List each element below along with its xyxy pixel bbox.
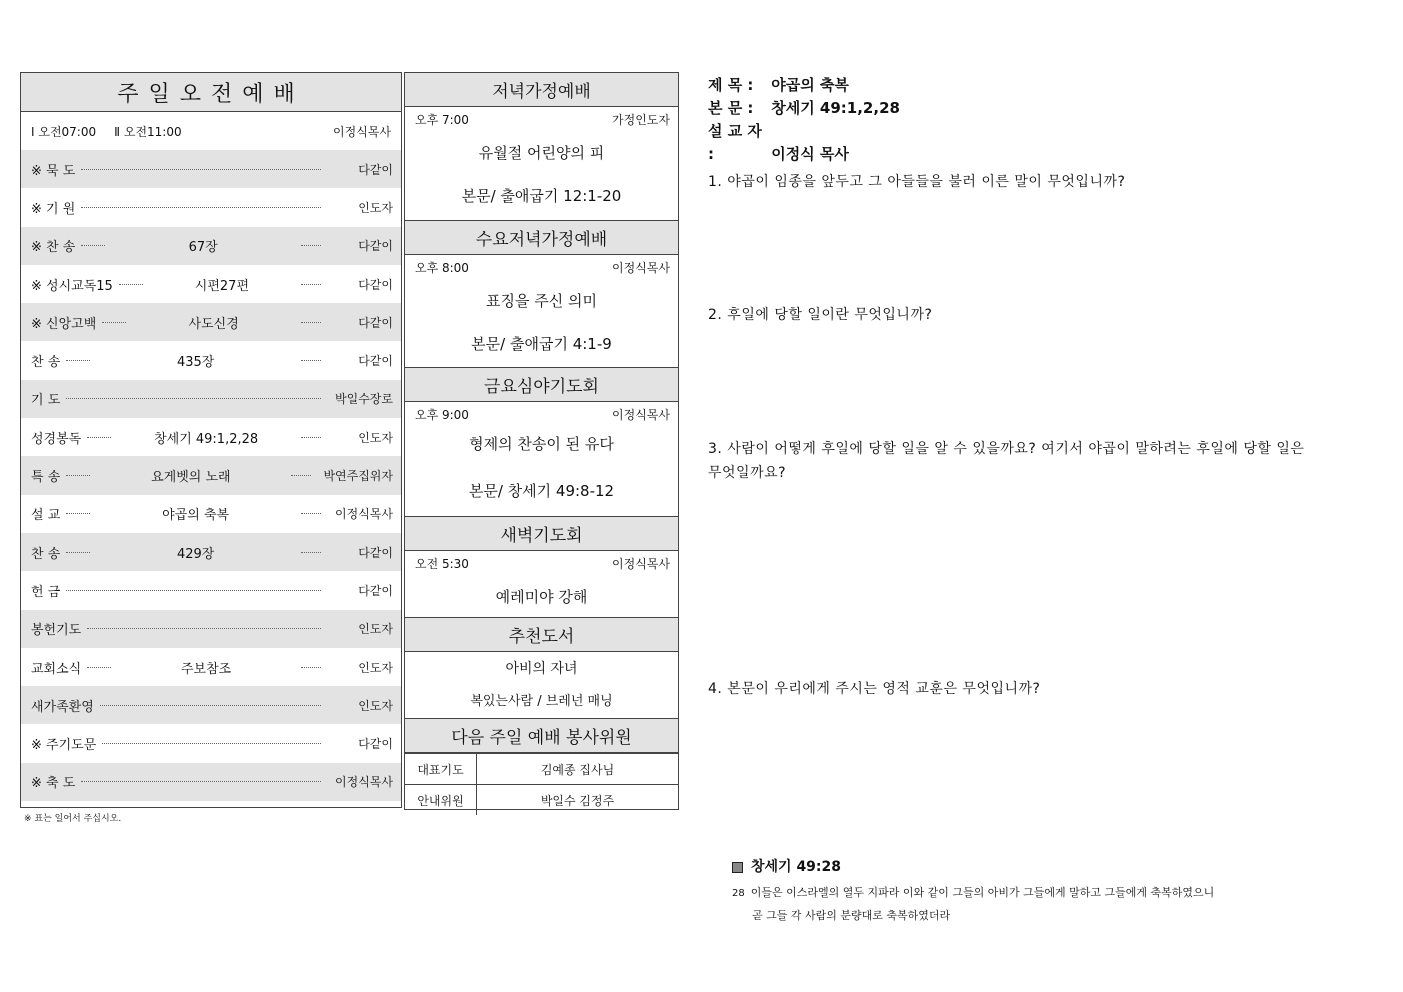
order-item-label: ※ 찬 송: [31, 240, 76, 256]
sermon-info: [708, 74, 1368, 166]
table-row: [405, 785, 678, 816]
order-item-leader: 박연주집위자: [323, 469, 393, 484]
dot-leader: [301, 513, 321, 514]
order-item-leader: 다같이: [358, 737, 393, 752]
section-heading: 추천도서: [405, 618, 678, 652]
order-item-leader: 이정식목사: [335, 507, 393, 522]
order-item-label: 기 도: [31, 393, 61, 409]
section-heading: 금요심야기도회: [405, 368, 678, 402]
sermon-title-key: 제 목 :: [708, 76, 754, 94]
order-item-label: 새가족환영: [31, 699, 94, 715]
verse-number: 28: [732, 888, 745, 899]
server-role: 대표기도: [405, 754, 477, 785]
sermon-title: 야곱의 축복: [771, 76, 849, 94]
question-2: 2. 후일에 당할 일이란 무엇입니까?: [708, 307, 933, 323]
order-row: [21, 188, 401, 226]
order-item-detail: 요게벳의 노래: [151, 470, 231, 486]
dot-leader: [119, 284, 143, 285]
book-title: 아비의 자녀: [505, 661, 578, 677]
sermon-preacher: 이정식 목사: [771, 145, 849, 163]
meeting-leader: 이정식목사: [612, 557, 670, 571]
dot-leader: [66, 398, 321, 399]
order-row: [21, 648, 401, 686]
meeting-leader: 가정인도자: [612, 113, 670, 127]
meeting-topic: 형제의 찬송이 된 유다: [469, 435, 614, 453]
order-item-detail: 주보참조: [181, 661, 232, 677]
order-item-leader: 인도자: [358, 200, 393, 215]
service-time-first: Ⅰ 오전07:00: [31, 124, 97, 139]
order-item-label: ※ 기 원: [31, 201, 76, 217]
dot-leader: [81, 245, 105, 246]
section-heading: 다음 주일 예배 봉사위원: [405, 719, 678, 753]
order-row: [21, 150, 401, 188]
dot-leader: [301, 322, 321, 323]
server-names: 김예종 집사님: [477, 754, 679, 785]
verse-line-1: 이들은 이스라엘의 열두 지파라 이와 같이 그들의 아비가 그들에게 말하고 그들에게 축복하였으니: [750, 886, 1215, 899]
section-heading: 새벽기도회: [405, 517, 678, 551]
order-row: [21, 533, 401, 571]
servers-table: [405, 753, 678, 815]
order-item-leader: 인도자: [358, 430, 393, 445]
weekly-meetings: [404, 72, 679, 810]
order-item-label: ※ 신앙고백: [31, 316, 97, 332]
meeting-topic: 유월절 어린양의 피: [478, 144, 605, 162]
order-row: [21, 341, 401, 379]
service-times: [21, 112, 401, 150]
sermon-text-key: 본 문 :: [708, 99, 754, 117]
question-4: 4. 본문이 우리에게 주시는 영적 교훈은 무엇입니까?: [708, 681, 1041, 697]
recommended-book: [405, 618, 678, 719]
sermon-preacher-key: 설 교 자 :: [708, 122, 762, 163]
order-item-label: 특 송: [31, 470, 61, 486]
scripture-passage: [732, 856, 1332, 927]
dot-leader: [301, 437, 321, 438]
order-row: [21, 227, 401, 265]
order-item-leader: 인도자: [358, 698, 393, 713]
order-item-label: 찬 송: [31, 355, 61, 371]
meeting-topic: 표징을 주신 의미: [486, 292, 597, 310]
standing-note: ※ 표는 일어서 주십시오.: [24, 814, 122, 824]
sermon-preacher-line: [708, 120, 1368, 166]
meeting-scripture: 본문/ 창세기 49:8-12: [468, 482, 615, 500]
book-publisher-author: 복있는사람 / 브레넌 매닝: [470, 694, 613, 709]
dot-leader: [301, 284, 321, 285]
order-item-detail: 창세기 49:1,2,28: [154, 431, 259, 447]
order-item-leader: 인도자: [358, 622, 393, 637]
section-heading: 수요저녁가정예배: [405, 221, 678, 255]
order-item-leader: 다같이: [358, 162, 393, 177]
order-item-leader: 다같이: [358, 239, 393, 254]
order-row: [21, 571, 401, 609]
verse-reference: 창세기 49:28: [751, 859, 842, 875]
evening-family-worship: [405, 73, 678, 221]
order-item-label: 헌 금: [31, 584, 61, 600]
order-item-leader: 다같이: [358, 354, 393, 369]
meeting-time: 오후 7:00: [415, 113, 469, 127]
order-row: [21, 763, 401, 801]
dot-leader: [87, 628, 321, 629]
order-item-detail: 사도신경: [188, 316, 239, 332]
dot-leader: [66, 475, 90, 476]
dot-leader: [66, 552, 90, 553]
order-item-leader: 다같이: [358, 277, 393, 292]
dot-leader: [87, 437, 111, 438]
next-week-servers: [405, 719, 678, 811]
service-time-second: Ⅱ 오전11:00: [114, 124, 182, 139]
dawn-prayer: [405, 517, 678, 618]
question-3: 3. 사람이 어떻게 후일에 당할 일을 알 수 있을까요? 여기서 야곱이 말하려는 후일에 당할 일은 무엇일까요?: [708, 441, 1305, 481]
order-row: [21, 456, 401, 494]
dot-leader: [87, 667, 111, 668]
meeting-leader: 이정식목사: [612, 261, 670, 275]
sunday-service-order: [20, 72, 402, 808]
dot-leader: [301, 667, 321, 668]
friday-prayer: [405, 368, 678, 517]
section-heading: 저녁가정예배: [405, 73, 678, 107]
order-item-leader: 박일수장로: [335, 392, 393, 407]
order-row: [21, 495, 401, 533]
dot-leader: [81, 207, 321, 208]
order-row: [21, 686, 401, 724]
meeting-time: 오후 8:00: [415, 261, 469, 275]
question-1: 1. 야곱이 임종을 앞두고 그 아들들을 불러 이른 말이 무엇입니까?: [708, 174, 1126, 190]
meeting-leader: 이정식목사: [612, 408, 670, 422]
dot-leader: [291, 475, 311, 476]
order-item-label: 봉헌기도: [31, 623, 82, 639]
order-item-leader: 다같이: [358, 583, 393, 598]
order-item-label: ※ 축 도: [31, 776, 76, 792]
order-item-label: ※ 주기도문: [31, 738, 97, 754]
meeting-time: 오전 5:30: [415, 557, 469, 571]
order-item-detail: 야곱의 축복: [162, 508, 230, 524]
bullet-square-icon: [732, 862, 743, 873]
dot-leader: [301, 245, 321, 246]
order-item-detail: 시편27편: [194, 278, 250, 294]
order-item-leader: 다같이: [358, 315, 393, 330]
meeting-scripture: 본문/ 출애굽기 12:1-20: [461, 187, 622, 205]
dot-leader: [81, 169, 321, 170]
order-row: [21, 380, 401, 418]
sermon-title-line: [708, 74, 1368, 97]
dot-leader: [102, 322, 126, 323]
dot-leader: [81, 781, 321, 782]
order-item-detail: 429장: [176, 546, 215, 562]
dot-leader: [102, 743, 321, 744]
order-item-detail: 435장: [176, 355, 215, 371]
order-item-label: 교회소식: [31, 661, 82, 677]
meeting-scripture: 본문/ 출애굽기 4:1-9: [471, 335, 612, 353]
order-row: [21, 265, 401, 303]
order-item-label: 성경봉독: [31, 431, 82, 447]
dot-leader: [66, 513, 90, 514]
meeting-topic: 예레미야 강해: [495, 588, 588, 606]
dot-leader: [66, 590, 321, 591]
order-row: [21, 303, 401, 341]
service-time-leader: 이정식목사: [333, 124, 391, 139]
order-row: [21, 610, 401, 648]
sermon-text: 창세기 49:1,2,28: [771, 99, 900, 117]
dot-leader: [66, 360, 90, 361]
server-role: 안내위원: [405, 785, 477, 816]
sermon-text-line: [708, 97, 1368, 120]
order-item-leader: 이정식목사: [335, 775, 393, 790]
service-title: 주일오전예배: [21, 73, 401, 112]
order-rows: [21, 150, 401, 801]
order-item-leader: 다같이: [358, 545, 393, 560]
order-row: [21, 418, 401, 456]
table-row: [405, 754, 678, 785]
order-item-label: 찬 송: [31, 546, 61, 562]
order-item-label: 설 교: [31, 508, 61, 524]
verse-line-2: 곧 그들 각 사람의 분량대로 축복하였더라: [752, 909, 951, 922]
dot-leader: [301, 552, 321, 553]
dot-leader: [301, 360, 321, 361]
order-item-detail: 67장: [188, 240, 218, 256]
wednesday-worship: [405, 221, 678, 368]
meeting-time: 오후 9:00: [415, 408, 469, 422]
order-row: [21, 724, 401, 762]
order-item-label: ※ 성시교독15: [31, 278, 113, 294]
order-item-label: ※ 묵 도: [31, 163, 76, 179]
server-names: 박일수 김정주: [477, 785, 679, 816]
order-item-leader: 인도자: [358, 660, 393, 675]
dot-leader: [100, 705, 321, 706]
